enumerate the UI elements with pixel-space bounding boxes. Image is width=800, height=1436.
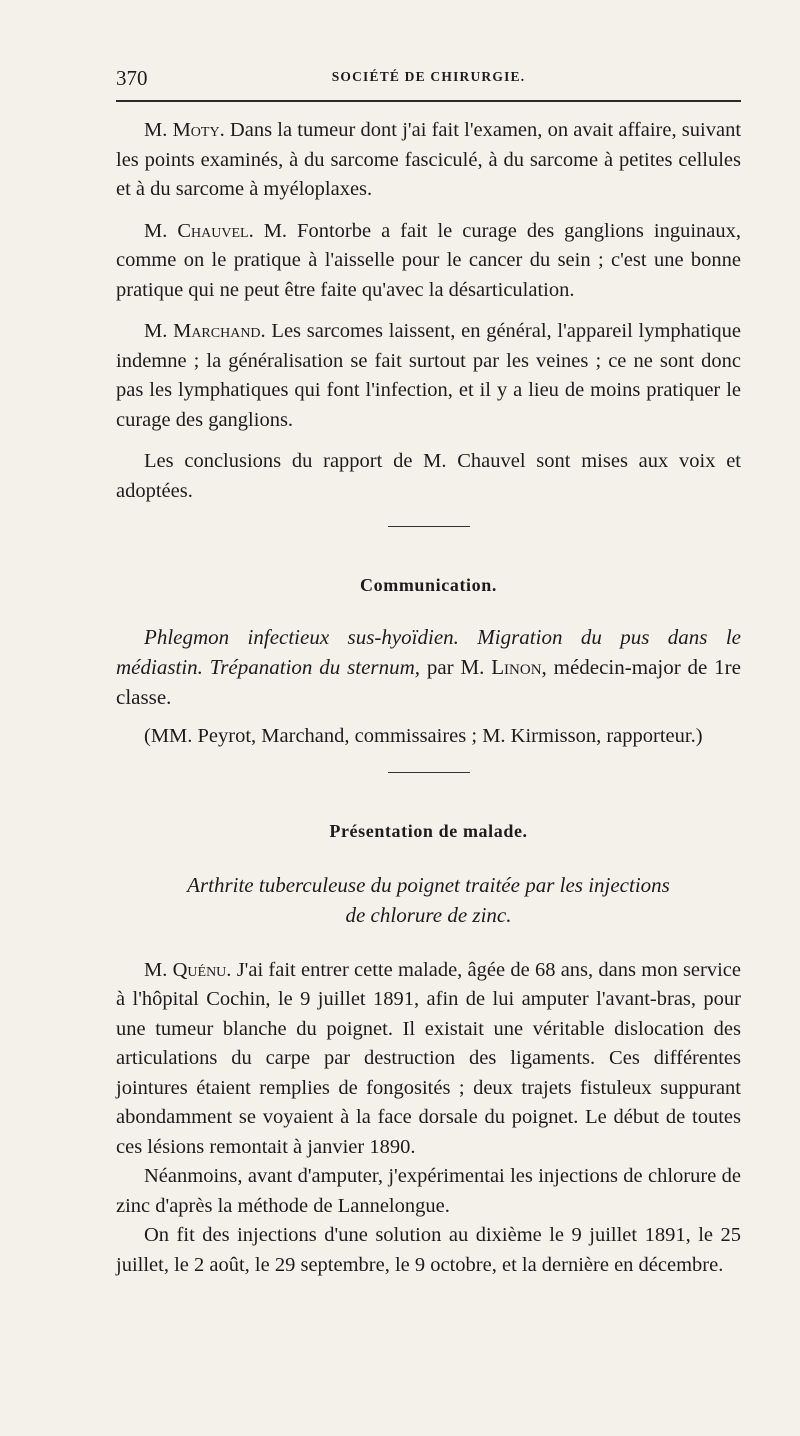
communication-author-rest: médecin-major de 1re classe.	[116, 655, 741, 709]
paragraph-quenu-3: On fit des injections d'une solution au dixième le 9 juillet 1891, le 25 juillet, le 2 août, le 29 septembre, le 9 octobre, et la dernière en décembre.	[116, 1224, 741, 1276]
presentation-title-line1: Arthrite tuberculeuse du poignet traitée par les injections	[187, 872, 670, 897]
section-divider	[388, 526, 470, 527]
presentation-title-line2: de chlorure de zinc.	[345, 902, 512, 927]
communication-title-italic: Phlegmon infectieux sus-hyoïdien. Migration du pus dans le médiastin. Trépanation du sternum,	[116, 625, 741, 679]
speaker-moty: M. Moty.	[144, 119, 225, 141]
section-divider-2	[388, 772, 470, 773]
header-rule	[116, 100, 741, 102]
page-number: 370	[116, 66, 148, 90]
paragraph-moty	[116, 116, 741, 205]
marchand-text: Les sarcomes laissent, en général, l'appareil lymphatique indemne ; la généralisation se fait surtout par les veines ; ce ne sont donc pas les lymphatiques qui font l'infection, et il y a lieu de moins pratiquer le curage des ganglions.	[116, 320, 742, 431]
paragraph-quenu-1	[116, 956, 741, 1163]
page-body	[116, 116, 741, 1280]
heading-communication: Communication.	[360, 575, 497, 595]
presentation-title	[116, 870, 741, 930]
communication-commission: (MM. Peyrot, Marchand, commissaires ; M. Kirmisson, rapporteur.)	[144, 725, 703, 747]
chauvel-text: M. Fontorbe a fait le curage des ganglions inguinaux, comme on le pratique à l'aisselle pour le cancer du sein ; c'est une bonne pratique qui ne peut être faite qu'avec la désarticulation.	[116, 219, 742, 301]
running-head: SOCIÉTÉ DE CHIRURGIE.	[331, 69, 526, 84]
paragraph-marchand	[116, 317, 741, 435]
quenu-text-1: J'ai fait entrer cette malade, âgée de 68 ans, dans mon service à l'hôpital Cochin, le 9 juillet 1891, afin de lui amputer l'avant-bras, pour une tumeur blanche du poignet. Il existait une véritable dislocation des articulations du carpe par destruction des ligaments. Ces différentes jointures étaient remplies de fongosités ; deux trajets fistuleux suppurant abondamment se voyaient à la face dorsale du poignet. Le début de toutes ces lésions remontait à janvier 1890.	[116, 958, 741, 1158]
communication-title	[116, 622, 741, 712]
paragraph-chauvel	[116, 217, 741, 306]
page-header	[116, 66, 741, 100]
speaker-quenu: M. Quénu.	[144, 958, 232, 981]
paragraph-quenu-2: Néanmoins, avant d'amputer, j'expérimentai les injections de chlorure de zinc d'après la méthode de Lannelongue.	[116, 1165, 741, 1217]
heading-presentation: Présentation de malade.	[329, 820, 528, 841]
communication-author: Linon,	[491, 655, 547, 679]
speaker-marchand: M. Marchand.	[144, 320, 266, 342]
paragraph-conclusions: Les conclusions du rapport de M. Chauvel sont mises aux voix et adoptées.	[116, 450, 741, 502]
moty-text: Dans la tumeur dont j'ai fait l'examen, on avait affaire, suivant les points examinés, à du sarcome fasciculé, à du sarcome à petites cellules et à du sarcome à myéloplaxes.	[116, 119, 742, 200]
communication-by: par M.	[426, 655, 485, 679]
speaker-chauvel: M. Chauvel.	[144, 219, 254, 242]
